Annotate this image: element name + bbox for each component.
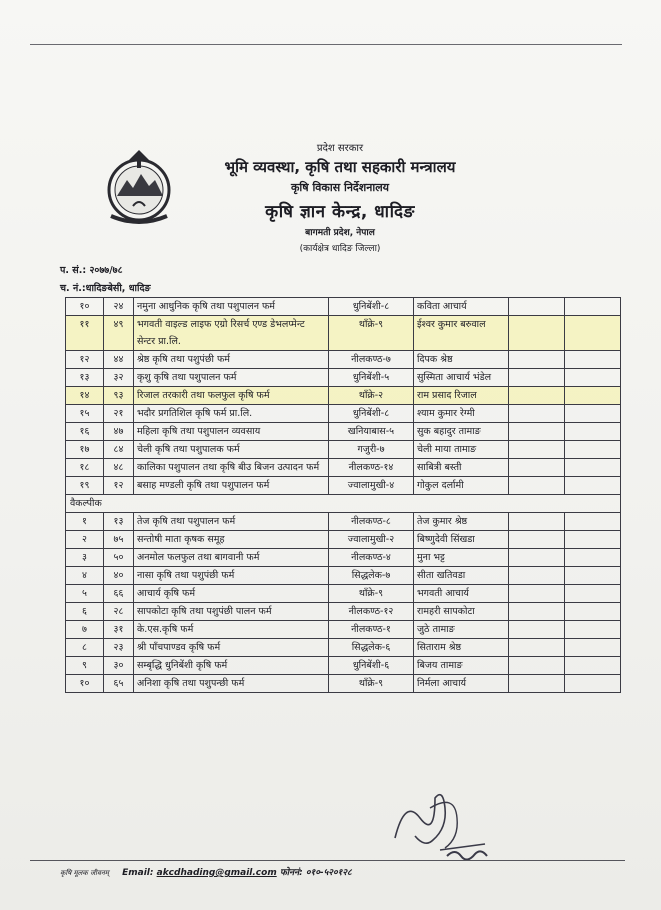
email-link[interactable]: akcdhading@gmail.com [156,868,277,878]
address-cell: नीलकण्ठ-७ [329,351,414,369]
address-cell: थाँक्रे-९ [329,316,414,351]
table-row [66,441,621,459]
table-row [66,675,621,693]
empty-cell [565,405,621,423]
table-row [66,477,621,495]
empty-cell [509,298,565,316]
address-cell: नीलकण्ठ-१ [329,621,414,639]
farm-name-cell: सन्तोषी माता कृषक समूह [134,531,329,549]
empty-cell [565,351,621,369]
empty-cell [509,387,565,405]
serial-number-cell: १२ [66,351,104,369]
owner-name-cell: चेली माया तामाङ [414,441,509,459]
empty-cell [509,441,565,459]
office-area: (कार्यक्षेत्र धादिङ जिल्ला) [299,244,381,254]
address-cell: ज्वालामुखी-२ [329,531,414,549]
owner-name-cell: निर्मला आचार्य [414,675,509,693]
serial-number-cell: १ [66,513,104,531]
address-cell: थाँक्रे-९ [329,585,414,603]
empty-cell [509,603,565,621]
farm-name-cell: आचार्य कृषि फर्म [134,585,329,603]
table-row [66,316,621,351]
owner-name-cell: ईश्वर कुमार बरुवाल [414,316,509,351]
table-row [66,387,621,405]
registration-number-cell: २४ [104,298,134,316]
empty-cell [509,369,565,387]
owner-name-cell: राम प्रसाद रिजाल [414,387,509,405]
address-cell: नीलकण्ठ-८ [329,513,414,531]
ministry-name: भूमि व्यवस्था, कृषि तथा सहकारी मन्त्रालय [224,158,456,176]
empty-cell [509,423,565,441]
address-cell: ज्वालामुखी-४ [329,477,414,495]
empty-cell [509,513,565,531]
letter-number: प. सं.: २०७७/७८ [60,265,123,276]
office-name: कृषि ज्ञान केन्द्र, धादिङ [265,202,415,222]
top-rule [30,44,622,45]
owner-name-cell: साबित्री बस्ती [414,459,509,477]
serial-number-cell: १७ [66,441,104,459]
empty-cell [565,585,621,603]
empty-cell [565,298,621,316]
farm-name-cell: सापकोटा कृषि तथा पशुपंछी पालन फर्म [134,603,329,621]
registration-number-cell: ९३ [104,387,134,405]
table-row [66,369,621,387]
office-address: बागमती प्रदेश, नेपाल [305,228,375,238]
farm-name-cell: के.एस.कृषि फर्म [134,621,329,639]
farm-name-cell: अनिशा कृषि तथा पशुपन्छी फर्म [134,675,329,693]
owner-name-cell: सिताराम श्रेष्ठ [414,639,509,657]
serial-number-cell: ८ [66,639,104,657]
empty-cell [565,675,621,693]
serial-number-cell: १३ [66,369,104,387]
empty-cell [565,513,621,531]
owner-name-cell: दिपक श्रेष्ठ [414,351,509,369]
farm-name-cell: कालिका पशुपालन तथा कृषि बीउ बिजन उत्पादन फर्म [134,459,329,477]
serial-number-cell: १८ [66,459,104,477]
reference-block [60,262,151,298]
registration-number-cell: ४४ [104,351,134,369]
empty-cell [509,531,565,549]
serial-number-cell: ३ [66,549,104,567]
address-cell: सिद्धलेक-६ [329,639,414,657]
farm-name-cell: कृशु कृषि तथा पशुपालन फर्म [134,369,329,387]
table-row [66,513,621,531]
dispatch-number: च. नं.:धादिङबेसी, धादिङ [60,283,151,294]
empty-cell [565,387,621,405]
table-row [66,549,621,567]
address-cell: नीलकण्ठ-१२ [329,603,414,621]
owner-name-cell: कविता आचार्य [414,298,509,316]
empty-cell [509,675,565,693]
owner-name-cell: सीता खतिवडा [414,567,509,585]
empty-cell [509,621,565,639]
registration-number-cell: १२ [104,477,134,495]
serial-number-cell: १९ [66,477,104,495]
farm-name-cell: चेली कृषि तथा पशुपालक फर्म [134,441,329,459]
owner-name-cell: जुठे तामाङ [414,621,509,639]
empty-cell [565,441,621,459]
farm-name-cell: भदौर प्रगतिशिल कृषि फर्म प्रा.लि. [134,405,329,423]
table-row [66,351,621,369]
registration-number-cell: ७५ [104,531,134,549]
farm-list-table [65,297,621,693]
farm-name-cell: श्री पाँचपाण्डव कृषि फर्म [134,639,329,657]
owner-name-cell: बिजय तामाङ [414,657,509,675]
farm-name-cell: नासा कृषि तथा पशुपंछी फर्म [134,567,329,585]
table-row [66,639,621,657]
alternate-section-label: वैकल्पीक [66,495,621,513]
table-row [66,531,621,549]
address-cell: नीलकण्ठ-१४ [329,459,414,477]
table-row [66,567,621,585]
nepal-emblem-icon [103,146,175,228]
owner-name-cell: भगवती आचार्य [414,585,509,603]
empty-cell [565,603,621,621]
serial-number-cell: ७ [66,621,104,639]
table-row [66,423,621,441]
address-cell: थाँक्रे-९ [329,675,414,693]
registration-number-cell: ३२ [104,369,134,387]
farm-name-cell: तेज कृषि तथा पशुपालन फर्म [134,513,329,531]
empty-cell [509,639,565,657]
table-row [66,621,621,639]
farm-name-cell: बसाह मण्डली कृषि तथा पशुपालन फर्म [134,477,329,495]
empty-cell [565,639,621,657]
empty-cell [565,657,621,675]
address-cell: धुनिबेंशी-८ [329,298,414,316]
table-row [66,459,621,477]
empty-cell [565,316,621,351]
empty-cell [509,405,565,423]
owner-name-cell: रामहरी सापकोटा [414,603,509,621]
registration-number-cell: ४० [104,567,134,585]
empty-cell [565,567,621,585]
registration-number-cell: २१ [104,405,134,423]
serial-number-cell: ९ [66,657,104,675]
serial-number-cell: १५ [66,405,104,423]
empty-cell [565,369,621,387]
table-row [66,298,621,316]
empty-cell [509,459,565,477]
address-cell: नीलकण्ठ-४ [329,549,414,567]
empty-cell [565,477,621,495]
owner-name-cell: सुक बहादुर तामाङ [414,423,509,441]
empty-cell [509,567,565,585]
serial-number-cell: ५ [66,585,104,603]
registration-number-cell: ४९ [104,316,134,351]
phone-label: फोननं: [279,868,303,878]
registration-number-cell: ३१ [104,621,134,639]
footer-motto: कृषि मूलक जीवनम् [60,869,109,877]
registration-number-cell: ६६ [104,585,134,603]
serial-number-cell: २ [66,531,104,549]
empty-cell [565,549,621,567]
farm-name-cell: नमुना आधुनिक कृषि तथा पशुपालन फर्म [134,298,329,316]
government-label: प्रदेश सरकार [316,143,364,154]
serial-number-cell: ११ [66,316,104,351]
registration-number-cell: ५० [104,549,134,567]
empty-cell [565,621,621,639]
phone-number: ०१०-५२०१२८ [305,868,352,878]
registration-number-cell: १३ [104,513,134,531]
table-row [66,603,621,621]
registration-number-cell: ४७ [104,423,134,441]
address-cell: गजुरी-७ [329,441,414,459]
serial-number-cell: १० [66,675,104,693]
registration-number-cell: ३० [104,657,134,675]
serial-number-cell: १० [66,298,104,316]
owner-name-cell: सुस्मिता आचार्य भंडेल [414,369,509,387]
farm-name-cell: रिजाल तरकारी तथा फलफुल कृषि फर्म [134,387,329,405]
footer [60,865,352,878]
empty-cell [565,531,621,549]
address-cell: धुनिबेंशी-६ [329,657,414,675]
address-cell: खनियाबास-५ [329,423,414,441]
empty-cell [565,459,621,477]
department-name: कृषि विकास निर्देशनालय [290,181,390,194]
empty-cell [509,657,565,675]
table-row [66,657,621,675]
owner-name-cell: तेज कुमार श्रेष्ठ [414,513,509,531]
address-cell: धुनिबेंशी-५ [329,369,414,387]
empty-cell [509,316,565,351]
letterhead [180,140,500,254]
registration-number-cell: ६५ [104,675,134,693]
table-row [66,405,621,423]
farm-name-cell: श्रेष्ठ कृषि तथा पशुपंछी फर्म [134,351,329,369]
owner-name-cell: गोकुल दर्लामी [414,477,509,495]
signature-icon [385,778,495,868]
address-cell: थाँक्रे-२ [329,387,414,405]
serial-number-cell: ६ [66,603,104,621]
serial-number-cell: १४ [66,387,104,405]
address-cell: धुनिबेंशी-८ [329,405,414,423]
serial-number-cell: १६ [66,423,104,441]
registration-number-cell: ४८ [104,459,134,477]
table-row [66,585,621,603]
owner-name-cell: श्याम कुमार रेग्मी [414,405,509,423]
registration-number-cell: ८४ [104,441,134,459]
owner-name-cell: बिष्णुदेवी सिंखडा [414,531,509,549]
address-cell: सिद्धलेक-७ [329,567,414,585]
farm-name-cell: अनमोल फलफुल तथा बागवानी फर्म [134,549,329,567]
empty-cell [509,351,565,369]
farm-name-cell: महिला कृषि तथा पशुपालन व्यवसाय [134,423,329,441]
empty-cell [509,585,565,603]
farm-name-cell: भगवती वाइल्ड लाइफ एग्रो रिसर्च एण्ड डेभलप्मेन्ट सेन्टर प्रा.लि. [134,316,329,351]
registration-number-cell: २८ [104,603,134,621]
email-label: Email: [122,868,154,878]
section-header-row [66,495,621,513]
bottom-rule [30,860,625,861]
empty-cell [565,423,621,441]
farm-name-cell: सम्बृद्धि धुनिबेंशी कृषि फर्म [134,657,329,675]
serial-number-cell: ४ [66,567,104,585]
empty-cell [509,477,565,495]
registration-number-cell: २३ [104,639,134,657]
empty-cell [509,549,565,567]
owner-name-cell: मुना भट्ट [414,549,509,567]
